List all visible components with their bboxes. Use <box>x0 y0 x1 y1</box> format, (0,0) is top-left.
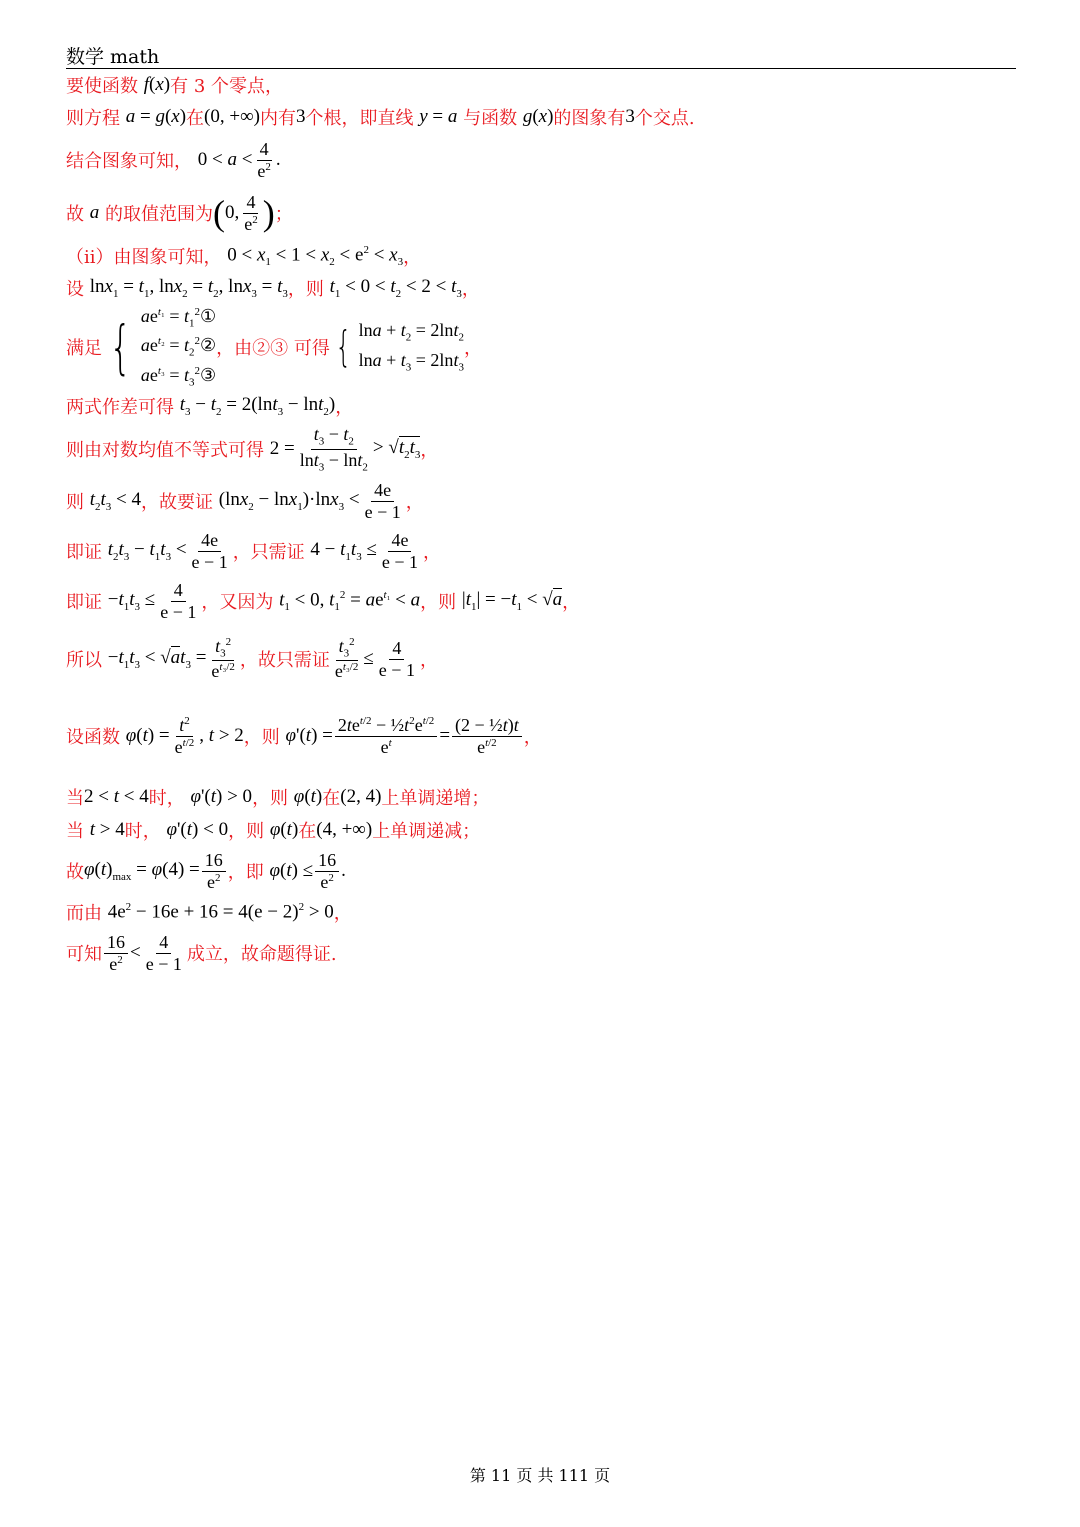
solution-line: 当 2 < t < 4 时， φ'(t) > 0 ，则 φ(t) 在 (2, 4) 上单调递增； <box>66 785 490 809</box>
solution-line: 所以 $-t_1t_3 < √at_3$ = $\frac{t_3^2}{e^{t_3/2}}$ ，故只需证 $\frac{t_3^2}{e^{t_3/2}}$ ≤ $\frac{4}{e - 1}$ ， <box>66 636 438 682</box>
solution-line: 结合图象可知， 0 < a < $\frac{4}{e^2}$ . <box>66 138 281 181</box>
solution-line: 则方程 a = g(x) 在 (0, +∞) 内有 3 个根，即直线 y = a 与函数 g(x) 的图象有 3 个交点. <box>66 106 695 129</box>
solution-line: （ii）由图象可知， $0 < x_1 < 1 < x_2 < e^2 < x_3$ ， <box>66 243 422 269</box>
solution-line: 而由 $4e^2 - 16e + 16 = 4(e - 2)^2 > 0$ ， <box>66 900 352 924</box>
solution-line: 故 $\varphi(t)_{max} = \varphi(4)$ = $\frac{16}{e^2}$ ，即 φ(t) ≤ $\frac{16}{e^2}$ . <box>66 849 346 892</box>
solution-line: 即证 $-t_1t_3$ ≤ $\frac{4}{e - 1}$ ，又因为 $t_1 < 0$, $t_1^2 = ae^{t_1} < a$ ，则 $|t_1| = -t_1 < √a$ ， <box>66 579 581 622</box>
solution-line: 设函数 φ(t) = $\frac{t^2}{e^{t/2}}$ , t > 2 ，则 φ'(t) = $\frac{2te^{t/2} - \frac{1}{2}t^2e^{t/2}}{e^t}$ = $\frac{\text{(2 − ½t)t}}{e^{t/2}}$ ， <box>66 714 542 757</box>
solution-line: 当 t > 4 时， φ'(t) < 0 ，则 φ(t) 在 (4, +∞) 上单调递减； <box>66 818 481 842</box>
page-footer <box>0 1463 1080 1486</box>
solution-line: 即证 $t_2t_3 - t_1t_3$ < $\frac{4e}{e - 1}$ ，只需证 $4 - t_1t_3$ ≤ $\frac{4e}{e - 1}$ ， <box>66 529 442 572</box>
solution-line: 要使函数 f(x) 有 3 个零点， <box>66 74 284 97</box>
solution-line: 故 a 的取值范围为 ( 0, $\frac{4}{e^2}$ ) ； <box>66 191 293 234</box>
solution-line: 则由对数均值不等式可得 2 = $\frac{t_3 - t_2}{\ln t_3 - \ln t_2}$ > $√t_2t_3$ ， <box>66 424 439 474</box>
solution-line: 满足 { $ae^{t_1}$ = $t_1^2①$ $ae^{t_2}$ = $t_2^2②$ $ae^{t_3}$ = $t_3^2③$ ，由②③ 可得 { $\ln a + t_2 = 2\ln t_2$ $\ln a + t_3 = 2\ln t_3$ ， <box>66 305 482 389</box>
page-header <box>66 40 1016 69</box>
solution-line: 两式作差可得 $t_3 - t_2 = 2(\ln t_3 - \ln t_2)$ ， <box>66 394 354 418</box>
solution-line: 可知 $\frac{16}{e^2}$ < $\frac{4}{e - 1}$ 成立，故命题得证. <box>66 931 337 974</box>
page-number: 第 11 页 共 111 页 <box>469 1466 611 1485</box>
solution-line: 则 $t_2t_3 < 4$ ，故要证 (lnx$_2$ − lnx$_1$)·lnx$_3$ < $\frac{4e}{e - 1}$ ， <box>66 479 424 522</box>
header-title: 数学 math <box>66 46 160 68</box>
solution-line: 设 $\ln x_1 = t_1$, $\ln x_2 = t_2$, $\ln x_3 = t_3$ ，则 $t_1 < 0 < t_2 < 2 < t_3$ ， <box>66 276 480 300</box>
solution-body <box>66 70 1016 978</box>
